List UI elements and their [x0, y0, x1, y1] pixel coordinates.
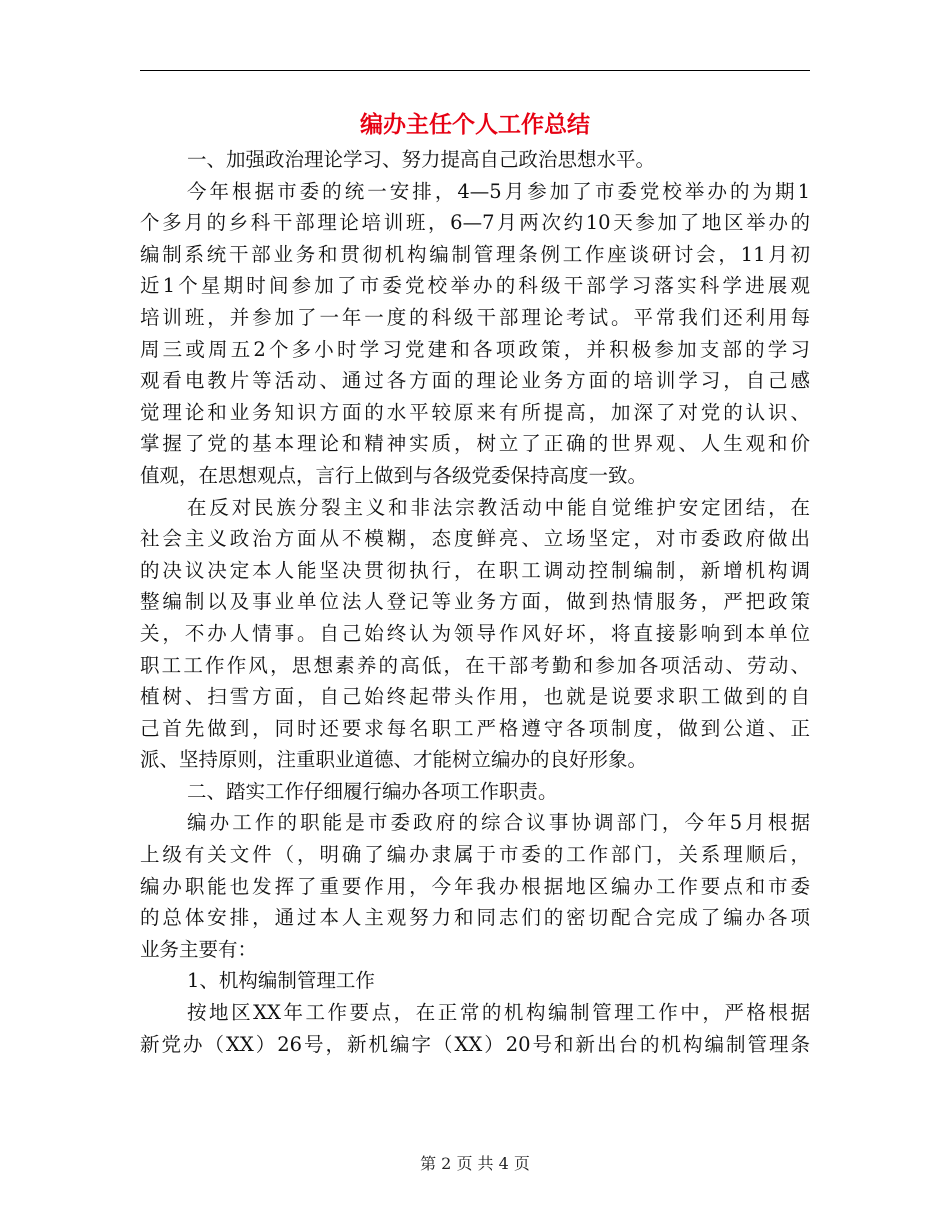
- paragraph-line: 觉理论和业务知识方面的水平较原来有所提高，加深了对党的认识、: [140, 400, 810, 424]
- paragraph-line: 一、加强政治理论学习、努力提高自己政治思想水平。: [187, 148, 656, 171]
- page-number: 第 2 页 共 4 页: [420, 1154, 530, 1173]
- paragraph-line: 职工工作作风，思想素养的高低，在干部考勤和参加各项活动、劳动、: [140, 653, 810, 677]
- paragraph-line: 编办职能也发挥了重要作用，今年我办根据地区编办工作要点和市委: [140, 874, 810, 898]
- paragraph-line: 关，不办人情事。自己始终认为领导作风好坏，将直接影响到本单位: [140, 621, 810, 645]
- paragraph-line: 的总体安排，通过本人主观努力和同志们的密切配合完成了编办各项: [140, 906, 810, 930]
- paragraph-line: 新党办（XX）26号，新机编字（XX）20号和新出台的机构编制管理条: [140, 1032, 810, 1056]
- document-title: 编办主任个人工作总结: [360, 111, 590, 138]
- paragraph-line: 的决议决定本人能坚决贯彻执行，在职工调动控制编制，新增机构调: [140, 558, 810, 582]
- paragraph-line: 整编制以及事业单位法人登记等业务方面，做到热情服务，严把政策: [140, 590, 810, 614]
- paragraph-line: 在反对民族分裂主义和非法宗教活动中能自觉维护安定团结，在: [187, 495, 810, 519]
- paragraph-line: 己首先做到，同时还要求每名职工严格遵守各项制度，做到公道、正: [140, 716, 810, 740]
- paragraph-line: 社会主义政治方面从不模糊，态度鲜亮、立场坚定，对市委政府做出: [140, 527, 810, 551]
- paragraph-line: 按地区XX年工作要点，在正常的机构编制管理工作中，严格根据: [187, 1001, 810, 1025]
- paragraph-line: 观看电教片等活动、通过各方面的理论业务方面的培训学习，自己感: [140, 369, 810, 393]
- paragraph-line: 今年根据市委的统一安排，4—5月参加了市委党校举办的为期1: [187, 179, 810, 203]
- paragraph-line: 值观，在思想观点，言行上做到与各级党委保持高度一致。: [140, 463, 648, 487]
- header-rule: [140, 70, 810, 71]
- paragraph-line: 个多月的乡科干部理论培训班，6—7月两次约10天参加了地区举办的: [140, 211, 810, 235]
- paragraph-line: 编办工作的职能是市委政府的综合议事协调部门，今年5月根据: [187, 811, 810, 835]
- paragraph-line: 掌握了党的基本理论和精神实质，树立了正确的世界观、人生观和价: [140, 432, 810, 456]
- paragraph-line: 植树、扫雪方面，自己始终起带头作用，也就是说要求职工做到的自: [140, 685, 810, 709]
- paragraph-line: 派、坚持原则，注重职业道德、才能树立编办的良好形象。: [140, 748, 648, 772]
- paragraph-line: 周三或周五2个多小时学习党建和各项政策，并积极参加支部的学习: [140, 337, 810, 361]
- document-body: [140, 144, 810, 1060]
- paragraph-line: 上级有关文件（，明确了编办隶属于市委的工作部门，关系理顺后，: [140, 843, 810, 867]
- section-heading: 二、踏实工作仔细履行编办各项工作职责。: [187, 779, 558, 803]
- paragraph-line: 业务主要有：: [140, 937, 258, 961]
- paragraph-line: 培训班，并参加了一年一度的科级干部理论考试。平常我们还利用每: [140, 305, 810, 329]
- subsection-heading: 1、机构编制管理工作: [187, 969, 375, 993]
- paragraph-line: 编制系统干部业务和贯彻机构编制管理条例工作座谈研讨会，11月初: [140, 242, 810, 266]
- paragraph-line: 近1个星期时间参加了市委党校举办的科级干部学习落实科学进展观: [140, 274, 810, 298]
